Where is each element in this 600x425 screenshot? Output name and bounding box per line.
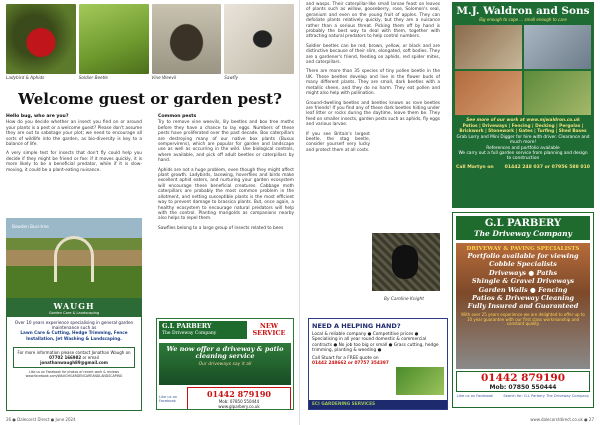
- help-logo-image: [396, 367, 444, 395]
- gardening-services-advert: [308, 318, 448, 410]
- waugh-or: or email: [82, 354, 99, 360]
- help-phone: 01442 248662 or 07757 354397: [312, 360, 389, 366]
- right-page: [300, 0, 600, 425]
- new-service-badge: NEW SERVICE: [252, 322, 286, 337]
- paragraph: and wasps. Their caterpillar-like small larvae feast on leaves of plants such as willow, gooseberry, rose, Solomon's seal, geranium and even on the young fruit of apples. They can defoliate plants relatively quickly, but they are a nuisance rather than a serious threat. Picking them off by hand is probably the best way to deal with them, together with attracting natural predators to help control numbers.: [306, 2, 440, 40]
- waugh-phone: 07702 166982: [49, 354, 82, 360]
- section-heading: Common pests: [158, 114, 197, 119]
- section-heading: Hello bug, who are you?: [6, 114, 69, 119]
- help-footer-brand: ECI: [312, 402, 320, 407]
- parbery-large-advert: [452, 212, 594, 408]
- paragraph: A very simple test for insects that don't fly could help you decide if they might be friend or foe: if it moves quickly, it is more likely to be a beneficial predator, while if it is slow-moving, it could be a plant-eating nuisance.: [6, 151, 142, 173]
- waugh-advert: [6, 298, 142, 411]
- page-footer-right: www.dalecorstdirect.co.uk ● 27: [530, 417, 594, 422]
- facebook-link[interactable]: Like us on Facebook: [159, 395, 178, 403]
- parbery-large-panel: [456, 243, 590, 369]
- parbery-logo: [159, 321, 247, 339]
- parbery-service-item: Garden Walls ● Fencing: [478, 285, 568, 294]
- help-footer: [309, 400, 447, 409]
- parbery-small-bottom: [157, 387, 293, 410]
- mjw-photo: [455, 25, 522, 69]
- waugh-contact-box: [13, 347, 135, 368]
- parbery-mobile: Mob: 07850 550444: [218, 399, 260, 404]
- paragraph: Aphids are not a huge problem, even though they might affect plant growth. Ladybirds, lacewing, hoverflies and birds make excellent aphid eaters, and nurturing your garden ecosystem will encourage these beneficial creatures. Cabbage moth caterpillars are probably the most common problem in the allotment, and netting susceptible plants is the most efficient way to prevent damage to brassica plants. But, once again, a healthy ecosystem to encourage natural predators will help with the control. Planting marigolds as companions nearby also helps to repel them.: [158, 167, 294, 222]
- mjw-subtitle: Big enough to cope ... small enough to care: [479, 17, 567, 22]
- mjw-photo: [455, 71, 522, 115]
- garden-label: Bowden Busi-tree: [12, 224, 49, 229]
- waugh-header: [7, 299, 141, 317]
- paragraph: Ground-dwelling beetles and beetles known as rove beetles are friends! If you find any of these dark beetles hiding under leaf litter or rocks during the daytime, leave them be. They feed on smaller insects, garden pests such as aphids, fly eggs and various larvae.: [306, 100, 440, 128]
- article-column-3: [306, 2, 440, 157]
- paragraph: If you see Britain's largest beetle, the stag beetle, consider yourself very lucky and protect them at all costs.: [306, 131, 370, 153]
- waugh-name: WAUGH: [53, 301, 95, 311]
- garden-arch: [54, 236, 94, 282]
- parbery-offer: We now offer a driveway & patio cleaning service: [166, 345, 284, 361]
- help-call-text: Call Stuart for a FREE quote on: [312, 355, 379, 361]
- parbery-tag: The Driveway Company: [162, 331, 217, 336]
- waugh-services: Lawn Care & Cutting, Hedge Trimming, Fence Installation, Jet Washing & Landscaping.: [20, 330, 128, 341]
- insect-photos: [6, 4, 294, 88]
- parbery-small-top: [157, 319, 293, 341]
- photo-ladybird: [6, 4, 76, 88]
- help-call: [312, 356, 444, 366]
- waugh-subtitle: Garden Care & Landscaping: [48, 311, 100, 315]
- parbery-large-tag: The Driveway Company: [474, 229, 572, 238]
- parbery-facebook-row: [453, 394, 593, 398]
- photo-soldier-beetle: [79, 4, 149, 88]
- parbery-service-item: Cobble Specialists: [489, 260, 557, 269]
- parbery-large-phone-box: [456, 371, 590, 392]
- article-column-1: [6, 114, 142, 177]
- mjw-call: Call Martyn on: [456, 164, 494, 170]
- mjw-photo: [524, 25, 591, 69]
- waugh-body: [7, 317, 141, 344]
- mjw-phone: 01442 248 037 or 07956 588 010: [504, 164, 590, 170]
- paragraph: Try to remove vine weevils, lily beetles and box tree moths before they have a chance to lay eggs. Numbers of these pests have proliferated over the past decade. Box caterpillars are destroying many of our native box plants (Buxus sempervirens), which are popular for garden and landscape use as well as occurring in the wild. Use biological controls, where available, and pick off adult beetles or caterpillars by hand.: [158, 120, 294, 164]
- facebook-search[interactable]: Search for: G.L Parbery The Driveway Company: [503, 394, 589, 398]
- garden-photo: [6, 218, 142, 298]
- parbery-phone: 01442 879190: [206, 389, 271, 399]
- parbery-large-name: G.L PARBERY: [484, 218, 562, 229]
- photo-caption: Ladybird & Aphids: [6, 75, 45, 80]
- parbery-service-item: Patios & Driveway Cleaning: [472, 294, 574, 303]
- page-footer-left: 26 ● Dalecorst Direct ● June 2024: [6, 417, 76, 422]
- photo-sawfly: [224, 4, 294, 88]
- parbery-portfolio: Portfolio available for viewing: [467, 252, 579, 260]
- paragraph: Soldier beetles can be red, brown, yellow, or black and are distinctive because of their slim, elongated, soft bodies. They are a gardener's friend, feeding on aphids, red spider mites, and caterpillars.: [306, 43, 440, 66]
- mjw-services: [452, 123, 594, 163]
- facebook-link[interactable]: Like us on Facebook: [457, 394, 494, 398]
- parbery-large-mobile: Mob: 07850 550444: [489, 384, 557, 391]
- vine-weevil-image: [152, 4, 222, 74]
- parbery-slogan: Our driveways say it all: [198, 362, 252, 368]
- mjw-photo-grid: [455, 25, 591, 115]
- mjw-photo: [524, 71, 591, 115]
- mjw-service-extra: Grab Lorry and Mini Digger for hire with driver. Clearance and much more!: [456, 134, 590, 146]
- help-title: NEED A HELPING HAND?: [312, 322, 401, 330]
- help-footer-service: GARDENING SERVICES: [321, 402, 376, 407]
- waugh-years: Over 10 years experience specialising in general garden maintenance such as: [14, 320, 134, 331]
- sawfly-image: [224, 4, 294, 74]
- mjw-contact: [452, 163, 594, 172]
- paragraph: There are more than 35 species of tiny pollen beetle in the UK. These beetles develop and live in the flower buds of many different plants. They are small, dark beetles with a metallic sheen, and they do no harm. They eat pollen and might also help with pollination.: [306, 69, 440, 97]
- article-headline: Welcome guest or garden pest?: [18, 90, 282, 108]
- mjw-service-list: Patios | Driveways | Fencing | Decking | Pergolas | Brickwork | Stonework | Gates | Turfing | Shed Bases: [459, 124, 587, 135]
- parbery-phone-box: [187, 387, 291, 410]
- mjw-title: M.J. Waldron and Sons: [456, 5, 590, 17]
- photo-caption: Vine Weevil: [151, 75, 177, 80]
- photo-vine-weevil: [152, 4, 222, 88]
- mjw-full-service: We carry out a full garden service from planning and design to construction: [458, 151, 588, 162]
- waugh-info: For more information please contact Jonathan Waugh on: [17, 349, 131, 355]
- soldier-beetle-image: [79, 4, 149, 74]
- parbery-web[interactable]: www.glparbery.co.uk: [218, 404, 260, 409]
- parbery-large-phone: 01442 879190: [480, 372, 566, 384]
- article-column-2: [158, 114, 294, 235]
- parbery-headline: DRIVEWAY & PAVING SPECIALISTS: [466, 246, 580, 252]
- parbery-offer-panel: [159, 343, 291, 385]
- mjw-website[interactable]: See more of our work at www.mjwaldron.co.uk: [466, 118, 580, 123]
- waugh-footer: Like us on Facebook for photos of recent work & reviews www.facebook.com/WAUGHGARDENCAREANDLANDSCAPING: [25, 369, 123, 378]
- parbery-service-item: Driveways ● Paths: [488, 268, 558, 277]
- parbery-name: G.L PARBERY: [162, 322, 212, 330]
- parbery-small-advert: [156, 318, 294, 410]
- waugh-email: jonathanwaugh89@gmail.com: [40, 359, 108, 365]
- parbery-large-logo: [456, 216, 590, 240]
- ladybird-image: [6, 4, 76, 74]
- photo-caption: Sawfly: [224, 75, 239, 80]
- mj-waldron-advert: [452, 2, 594, 208]
- paragraph: How do you decide whether an insect you find on or around your plants is a pest or a welcome guest? Please don't assume they are out to sabotage your plot; we need to encourage all sorts of wildlife into the garden, as bio-diversity is key to a balance of life.: [6, 120, 142, 148]
- mjw-references: References and portfolio available: [486, 145, 560, 151]
- help-body: Local & reliable company ● Competitive prices ● Specialising in all year round domestic & commercial contracts ● No job too big or small ● Grass cutting, hedge trimming, planting & weeding ●: [312, 332, 439, 354]
- paragraph: Sawflies belong to a large group of insects related to bees: [158, 225, 284, 231]
- stag-beetle-photo: [372, 233, 440, 291]
- photo-caption: Soldier Beetle: [78, 75, 108, 80]
- parbery-service-item: Shingle & Gravel Driveways: [471, 277, 575, 286]
- article-byline: By Caroline Knight: [384, 297, 424, 302]
- parbery-warranty: With over 25 years experience we are delighted to offer up to 10 year guarantee with our first class workmanship and constant quality: [461, 311, 585, 327]
- parbery-service-item: Fully Insured and Guaranteed: [467, 302, 579, 311]
